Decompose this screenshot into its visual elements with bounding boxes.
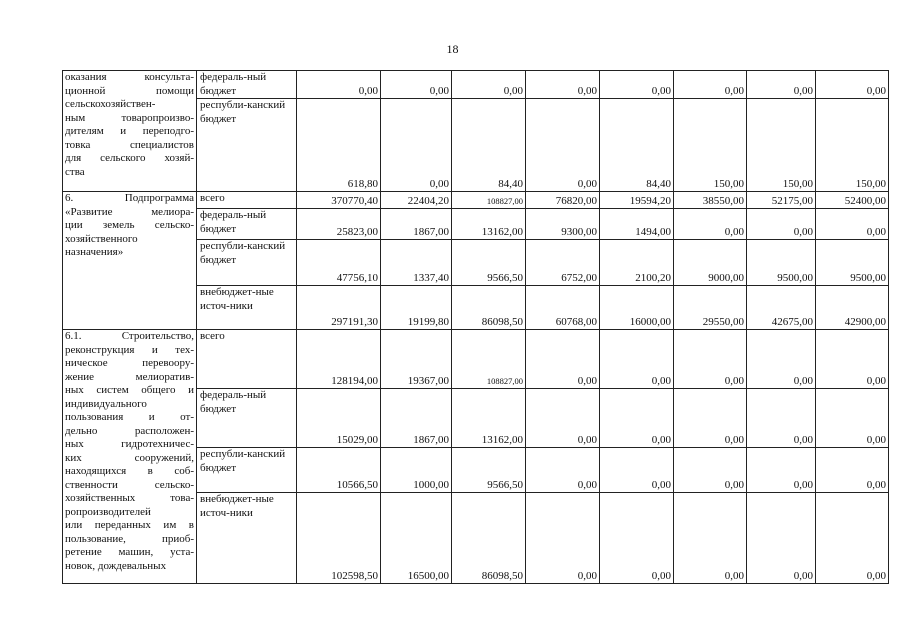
value-cell — [297, 209, 381, 240]
value-text: 0,00 — [793, 374, 813, 387]
value-text: 108827,00 — [486, 195, 523, 206]
value-text: 0,00 — [724, 374, 744, 387]
value-cell — [526, 192, 600, 209]
value-text: 0,00 — [724, 433, 744, 446]
funding-source: всего — [197, 192, 297, 209]
value-cell — [452, 71, 526, 99]
value-cell — [674, 389, 747, 448]
value-cell — [526, 209, 600, 240]
value-cell — [526, 493, 600, 584]
value-cell — [297, 493, 381, 584]
value-cell — [381, 330, 452, 389]
value-text: 0,00 — [651, 433, 671, 446]
funding-source: внебюджет-ные источ-ники — [197, 493, 297, 584]
value-text: 22404,20 — [407, 194, 449, 207]
value-cell — [674, 240, 747, 286]
value-cell — [674, 493, 747, 584]
value-cell — [816, 71, 889, 99]
value-text: 9300,00 — [561, 225, 597, 238]
table-row — [63, 192, 889, 209]
value-text: 0,00 — [577, 84, 597, 97]
funding-source: федераль-ный бюджет — [197, 389, 297, 448]
value-text: 84,40 — [646, 177, 671, 190]
value-text: 150,00 — [855, 177, 886, 190]
value-text: 1000,00 — [413, 478, 449, 491]
value-text: 102598,50 — [331, 569, 378, 582]
value-text: 0,00 — [793, 84, 813, 97]
value-cell — [674, 448, 747, 493]
value-text: 0,00 — [793, 225, 813, 238]
value-text: 0,00 — [651, 374, 671, 387]
value-cell — [816, 192, 889, 209]
value-cell — [381, 71, 452, 99]
row-description: 6.1. Строительство, реконструкция и тех- ническое перевоору- жение мелиоратив- ных систем общего и индивидуального пользования и от- дельно расположен- ных гидротехничес- ких сооружений, находящихся в соб- ственности сельско- хозяйственных това- ропроизводителей или переданных им в пользование, приоб- ретение машин, уста- новок, дождевальных — [63, 330, 197, 584]
value-cell — [600, 71, 674, 99]
value-text: 60768,00 — [555, 315, 597, 328]
value-cell — [452, 330, 526, 389]
funding-source: федераль-ный бюджет — [197, 71, 297, 99]
funding-source: федераль-ный бюджет — [197, 209, 297, 240]
value-cell — [526, 448, 600, 493]
value-text: 2100,20 — [635, 271, 671, 284]
value-cell — [297, 240, 381, 286]
value-cell — [747, 286, 816, 330]
value-text: 128194,00 — [331, 374, 378, 387]
value-text: 76820,00 — [555, 194, 597, 207]
value-cell — [600, 192, 674, 209]
value-text: 0,00 — [724, 84, 744, 97]
funding-source: республи-канский бюджет — [197, 240, 297, 286]
value-text: 0,00 — [429, 177, 449, 190]
value-cell — [747, 330, 816, 389]
value-cell — [600, 389, 674, 448]
value-text: 0,00 — [651, 478, 671, 491]
value-text: 0,00 — [503, 84, 523, 97]
value-cell — [381, 192, 452, 209]
value-cell — [381, 286, 452, 330]
value-text: 38550,00 — [702, 194, 744, 207]
table-body — [63, 71, 889, 584]
value-text: 13162,00 — [481, 225, 523, 238]
value-cell — [297, 286, 381, 330]
value-text: 618,80 — [347, 177, 378, 190]
value-text: 0,00 — [577, 433, 597, 446]
value-cell — [452, 389, 526, 448]
value-cell — [526, 389, 600, 448]
value-cell — [381, 448, 452, 493]
value-text: 1867,00 — [413, 433, 449, 446]
table-row — [63, 330, 889, 389]
value-text: 47756,10 — [336, 271, 378, 284]
value-cell — [674, 192, 747, 209]
value-text: 0,00 — [793, 569, 813, 582]
value-text: 52175,00 — [771, 194, 813, 207]
funding-source: всего — [197, 330, 297, 389]
value-text: 0,00 — [577, 177, 597, 190]
value-cell — [381, 209, 452, 240]
value-cell — [452, 192, 526, 209]
value-text: 19367,00 — [407, 374, 449, 387]
value-cell — [297, 330, 381, 389]
value-cell — [297, 71, 381, 99]
value-cell — [747, 209, 816, 240]
value-cell — [381, 240, 452, 286]
value-cell — [600, 240, 674, 286]
value-text: 29550,00 — [702, 315, 744, 328]
value-text: 0,00 — [793, 433, 813, 446]
value-text: 150,00 — [713, 177, 744, 190]
value-text: 150,00 — [782, 177, 813, 190]
value-cell — [747, 448, 816, 493]
value-text: 86098,50 — [481, 315, 523, 328]
value-cell — [600, 493, 674, 584]
value-text: 25823,00 — [336, 225, 378, 238]
value-cell — [381, 99, 452, 192]
value-text: 0,00 — [793, 478, 813, 491]
value-cell — [747, 192, 816, 209]
value-cell — [816, 240, 889, 286]
value-text: 297191,30 — [331, 315, 378, 328]
value-cell — [600, 448, 674, 493]
value-cell — [816, 209, 889, 240]
value-text: 9500,00 — [850, 271, 886, 284]
funding-source: республи-канский бюджет — [197, 448, 297, 493]
value-text: 19594,20 — [629, 194, 671, 207]
value-cell — [452, 209, 526, 240]
value-cell — [816, 389, 889, 448]
value-text: 0,00 — [358, 84, 378, 97]
value-text: 1494,00 — [635, 225, 671, 238]
value-cell — [600, 99, 674, 192]
value-cell — [452, 448, 526, 493]
value-text: 0,00 — [724, 225, 744, 238]
value-cell — [526, 99, 600, 192]
value-text: 84,40 — [498, 177, 523, 190]
value-cell — [816, 330, 889, 389]
value-text: 16000,00 — [629, 315, 671, 328]
value-text: 0,00 — [651, 84, 671, 97]
value-cell — [526, 240, 600, 286]
row-description: оказания консульта- ционной помощи сельскохозяйствен- ным товаропроизво- дителям и переподго- товка специалистов для сельского хозяй- ства — [63, 71, 197, 192]
value-text: 1337,40 — [413, 271, 449, 284]
value-text: 0,00 — [866, 374, 886, 387]
value-cell — [600, 209, 674, 240]
value-text: 16500,00 — [407, 569, 449, 582]
value-text: 1867,00 — [413, 225, 449, 238]
value-text: 42900,00 — [844, 315, 886, 328]
value-text: 0,00 — [577, 374, 597, 387]
value-cell — [747, 493, 816, 584]
value-cell — [674, 286, 747, 330]
value-cell — [674, 99, 747, 192]
value-text: 0,00 — [724, 478, 744, 491]
value-text: 42675,00 — [771, 315, 813, 328]
value-text: 0,00 — [429, 84, 449, 97]
value-text: 15029,00 — [336, 433, 378, 446]
value-text: 0,00 — [651, 569, 671, 582]
value-text: 0,00 — [866, 225, 886, 238]
value-cell — [381, 389, 452, 448]
value-cell — [816, 286, 889, 330]
value-cell — [297, 192, 381, 209]
funding-source: республи-канский бюджет — [197, 99, 297, 192]
value-text: 86098,50 — [481, 569, 523, 582]
value-cell — [297, 448, 381, 493]
value-cell — [526, 286, 600, 330]
value-cell — [297, 99, 381, 192]
value-cell — [747, 240, 816, 286]
value-cell — [600, 286, 674, 330]
value-cell — [381, 493, 452, 584]
value-cell — [674, 209, 747, 240]
value-cell — [452, 240, 526, 286]
row-description: 6. Подпрограмма «Развитие мелиора- ции земель сельско- хозяйственного назначения» — [63, 192, 197, 330]
value-text: 108827,00 — [486, 375, 523, 386]
value-cell — [452, 286, 526, 330]
value-cell — [600, 330, 674, 389]
funding-source: внебюджет-ные источ-ники — [197, 286, 297, 330]
value-cell — [747, 99, 816, 192]
value-cell — [526, 71, 600, 99]
value-text: 0,00 — [866, 569, 886, 582]
value-cell — [452, 99, 526, 192]
value-text: 370770,40 — [331, 194, 378, 207]
value-text: 19199,80 — [407, 315, 449, 328]
value-text: 9000,00 — [708, 271, 744, 284]
value-cell — [526, 330, 600, 389]
value-text: 0,00 — [577, 569, 597, 582]
value-text: 0,00 — [724, 569, 744, 582]
value-text: 0,00 — [866, 84, 886, 97]
value-cell — [674, 71, 747, 99]
value-text: 10566,50 — [336, 478, 378, 491]
value-text: 9500,00 — [777, 271, 813, 284]
value-text: 0,00 — [866, 433, 886, 446]
value-cell — [816, 493, 889, 584]
value-text: 6752,00 — [561, 271, 597, 284]
value-cell — [816, 99, 889, 192]
value-text: 0,00 — [866, 478, 886, 491]
value-cell — [816, 448, 889, 493]
value-cell — [747, 71, 816, 99]
table-row — [63, 71, 889, 99]
value-cell — [674, 330, 747, 389]
budget-table — [62, 70, 889, 584]
value-text: 9566,50 — [487, 271, 523, 284]
value-text: 0,00 — [577, 478, 597, 491]
value-cell — [297, 389, 381, 448]
value-text: 13162,00 — [481, 433, 523, 446]
value-text: 9566,50 — [487, 478, 523, 491]
value-cell — [452, 493, 526, 584]
value-text: 52400,00 — [844, 194, 886, 207]
page-number: 18 — [446, 42, 459, 56]
value-cell — [747, 389, 816, 448]
